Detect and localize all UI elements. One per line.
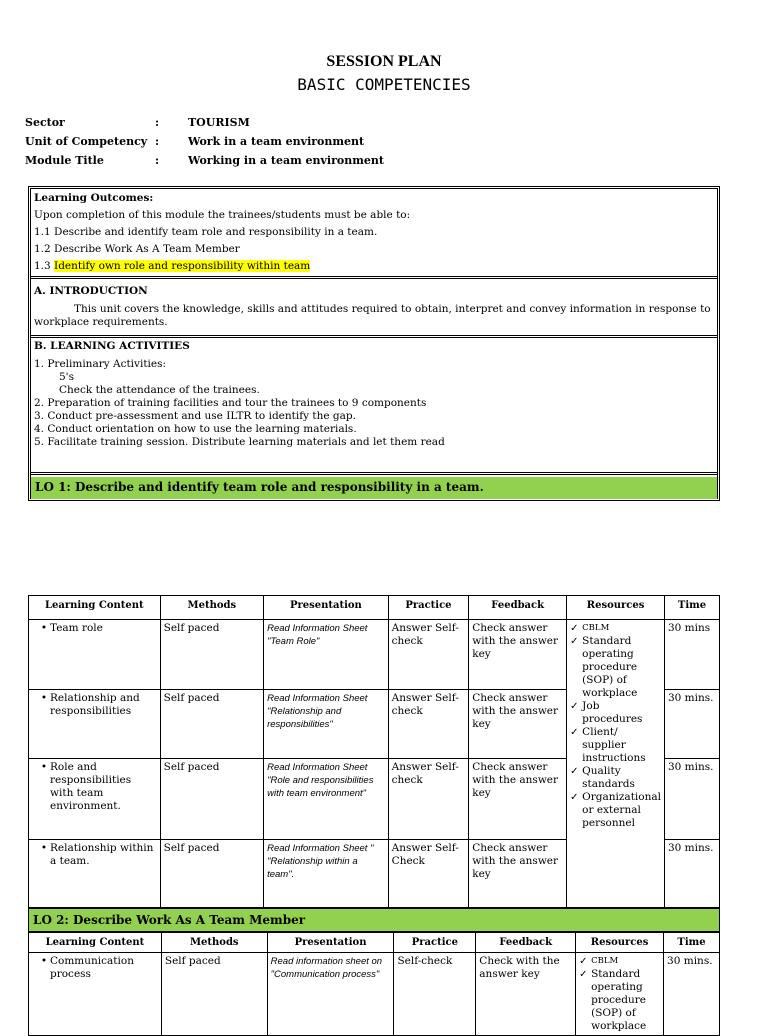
time-cell: 30 mins [664, 620, 719, 690]
content-cell [29, 690, 161, 759]
resource-item [570, 791, 661, 830]
col-header: Learning Content [29, 933, 162, 953]
time-cell: 30 mins. [664, 690, 719, 759]
content-text: Role and responsibilities with team environment. [50, 761, 132, 812]
method-cell: Self paced [161, 953, 267, 1036]
resource-label: Client/ supplier instructions [582, 726, 646, 764]
check-icon: ✓ [570, 766, 579, 777]
meta-colon: : [155, 116, 160, 129]
content-cell [29, 759, 161, 840]
lo1-heading-bar: LO 1: Describe and identify team role and responsibility in a team. [31, 477, 717, 499]
meta-value: Working in a team environment [188, 154, 384, 167]
meta-key: Module Title [25, 154, 104, 167]
resource-item [579, 955, 660, 968]
learning-outcome-item: 1.1 Describe and identify team role and responsibility in a team. [34, 226, 378, 238]
learning-activities-section [31, 340, 717, 449]
presentation-cell: Read Information Sheet "Role and responsibilities with team environment" [264, 759, 389, 840]
check-icon: ✓ [570, 636, 579, 647]
time-cell: 30 mins. [664, 953, 720, 1036]
page-title: SESSION PLAN [326, 53, 442, 70]
practice-cell: Answer Self-Check [388, 840, 469, 908]
content-cell [29, 840, 161, 908]
activity-line: 5's [59, 371, 74, 383]
practice-cell: Self-check [394, 953, 476, 1036]
method-cell: Self paced [160, 620, 263, 690]
resource-label: Quality standards [582, 765, 635, 790]
col-header: Time [664, 596, 719, 620]
presentation-cell: Read Information Sheet "Team Role" [264, 620, 389, 690]
content-cell [29, 620, 161, 690]
learning-activities-heading: B. LEARNING ACTIVITIES [34, 340, 190, 352]
introduction-section [31, 285, 717, 329]
time-cell: 30 mins. [664, 759, 719, 840]
resource-label: Standard operating procedure (SOP) of workplace [582, 635, 638, 699]
page-subtitle: BASIC COMPETENCIES [297, 75, 471, 94]
resource-item [570, 726, 661, 765]
bullet-icon: • [40, 692, 48, 704]
bullet-icon: • [40, 842, 48, 854]
feedback-cell: Check answer with the answer key [469, 759, 567, 840]
content-text: Communication process [50, 955, 134, 980]
resource-label: Standard operating procedure (SOP) of workplace [591, 968, 647, 1032]
col-header: Methods [161, 933, 267, 953]
table-row [29, 620, 720, 690]
resource-label: Organizational or external personnel [582, 791, 661, 829]
col-header: Resources [576, 933, 664, 953]
feedback-cell: Check with the answer key [476, 953, 576, 1036]
resource-item [570, 700, 661, 726]
meta-key: Unit of Competency [25, 135, 148, 148]
resource-item [570, 635, 661, 700]
resource-label: CBLM [591, 956, 619, 966]
col-header: Methods [160, 596, 263, 620]
resource-label: CBLM [582, 623, 610, 633]
introduction-text: This unit covers the knowledge, skills and attitudes required to obtain, interpret and convey information in response to workplace requirements. [34, 303, 711, 328]
method-cell: Self paced [160, 840, 263, 908]
content-text: Team role [50, 622, 103, 634]
meta-value: Work in a team environment [188, 135, 365, 148]
lo1-plan-table [28, 595, 720, 908]
highlighted-outcome: Identify own role and responsibility within team [54, 260, 311, 272]
practice-cell: Answer Self-check [388, 620, 469, 690]
activity-line: 5. Facilitate training session. Distribute learning materials and let them read [34, 436, 445, 448]
presentation-cell: Read Information Sheet "Relationship and responsibilities" [264, 690, 389, 759]
meta-colon: : [155, 135, 160, 148]
lo2-plan-table [28, 932, 720, 1036]
activity-line: 4. Conduct orientation on how to use the learning materials. [34, 423, 357, 435]
check-icon: ✓ [570, 623, 579, 634]
divider [31, 276, 717, 279]
practice-cell: Answer Self-check [388, 690, 469, 759]
col-header: Resources [567, 596, 665, 620]
lo2-heading-bar: LO 2: Describe Work As A Team Member [28, 908, 720, 932]
resource-item [570, 622, 661, 635]
resources-list [570, 622, 661, 830]
method-cell: Self paced [160, 690, 263, 759]
activity-line: Check the attendance of the trainees. [59, 384, 260, 396]
presentation-cell: Read information sheet on "Communication process" [267, 953, 394, 1036]
col-header: Practice [394, 933, 476, 953]
check-icon: ✓ [570, 727, 579, 738]
feedback-cell: Check answer with the answer key [469, 840, 567, 908]
resource-label: Job procedures [582, 700, 643, 725]
learning-outcome-number: 1.3 [34, 260, 55, 272]
meta-value: TOURISM [188, 116, 250, 129]
table-header-row [29, 933, 720, 953]
resources-cell [567, 620, 665, 908]
check-icon: ✓ [570, 792, 579, 803]
activity-line: 1. Preliminary Activities: [34, 358, 167, 370]
check-icon: ✓ [570, 701, 579, 712]
resources-list [579, 955, 660, 1033]
activity-line: 2. Preparation of training facilities and tour the trainees to 9 components [34, 397, 427, 409]
learning-outcome-item [34, 260, 717, 273]
learning-outcomes-intro: Upon completion of this module the trainees/students must be able to: [34, 209, 411, 221]
check-icon: ✓ [579, 956, 588, 967]
divider [31, 335, 717, 338]
col-header: Feedback [469, 596, 567, 620]
introduction-heading: A. INTRODUCTION [34, 285, 148, 297]
meta-colon: : [155, 154, 160, 167]
content-text: Relationship within a team. [50, 842, 154, 867]
activity-line: 3. Conduct pre-assessment and use ILTR to identify the gap. [34, 410, 356, 422]
overview-box [28, 186, 720, 501]
resource-item [579, 968, 660, 1033]
feedback-cell: Check answer with the answer key [469, 690, 567, 759]
col-header: Practice [388, 596, 469, 620]
practice-cell: Answer Self-check [388, 759, 469, 840]
content-text: Relationship and responsibilities [50, 692, 140, 717]
col-header: Learning Content [29, 596, 161, 620]
resources-cell [576, 953, 664, 1036]
learning-outcome-item: 1.2 Describe Work As A Team Member [34, 243, 240, 255]
time-cell: 30 mins. [664, 840, 719, 908]
learning-outcomes-heading: Learning Outcomes: [34, 192, 154, 204]
table-header-row [29, 596, 720, 620]
col-header: Time [664, 933, 720, 953]
bullet-icon: • [40, 622, 48, 634]
col-header: Presentation [267, 933, 394, 953]
bullet-icon: • [40, 955, 48, 967]
col-header: Feedback [476, 933, 576, 953]
check-icon: ✓ [579, 969, 588, 980]
learning-outcomes-section [31, 192, 717, 273]
content-cell [29, 953, 162, 1036]
presentation-cell: Read Information Sheet " "Relationship within a team". [264, 840, 389, 908]
feedback-cell: Check answer with the answer key [469, 620, 567, 690]
resource-item [570, 765, 661, 791]
meta-key: Sector [25, 116, 65, 129]
divider [31, 472, 717, 475]
col-header: Presentation [264, 596, 389, 620]
method-cell: Self paced [160, 759, 263, 840]
bullet-icon: • [40, 761, 48, 773]
table-row [29, 953, 720, 1036]
